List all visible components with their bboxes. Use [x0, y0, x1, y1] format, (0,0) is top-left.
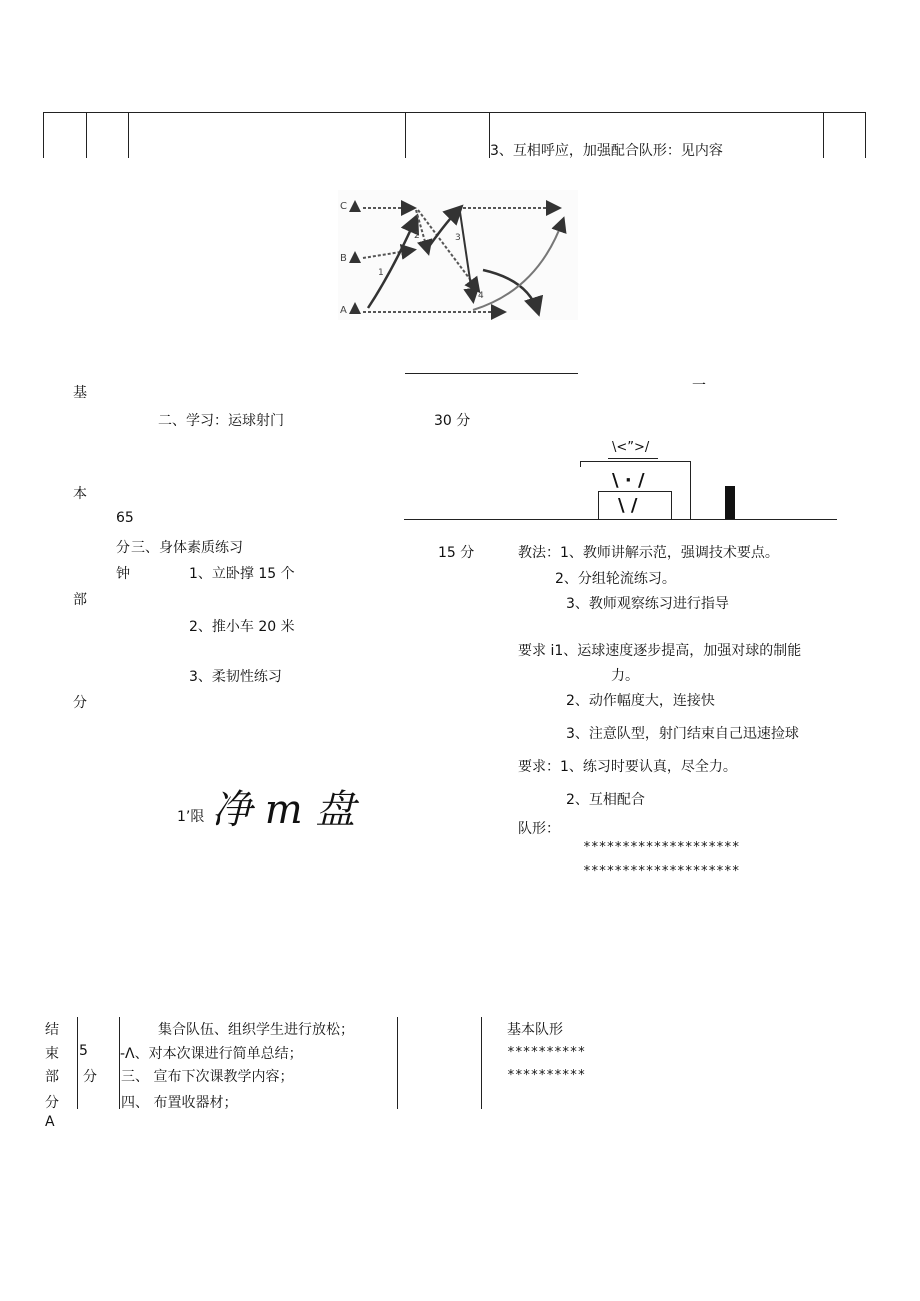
- goal-post: [690, 461, 691, 519]
- requirement-1-1: 要求 i1、运球速度逐步提高，加强对球的制能: [518, 643, 802, 659]
- formation-stars-row: ********************: [583, 840, 740, 855]
- col-divider: [405, 112, 406, 158]
- goal-line: [608, 458, 658, 459]
- goal-crossbar: [580, 461, 690, 462]
- end-formation-stars: **********: [507, 1045, 586, 1060]
- col-divider: [86, 112, 87, 158]
- duration-15: 15 分: [438, 545, 475, 561]
- method-2: 2、分组轮流练习。: [555, 571, 676, 587]
- side-char: 结: [45, 1022, 59, 1038]
- ground-line: [404, 519, 837, 520]
- side-char: 本: [73, 486, 87, 502]
- duration-30: 30 分: [434, 413, 471, 429]
- side-char: 束: [45, 1046, 59, 1062]
- time-fen: 分: [116, 540, 130, 556]
- time-zhong: 钟: [116, 566, 130, 582]
- end-item-3: 三、 宣布下次课教学内容；: [121, 1069, 294, 1085]
- end-item-4: 四、 布置收器材；: [121, 1095, 238, 1111]
- col-divider: [865, 112, 866, 158]
- pass-number-3: 3: [455, 233, 461, 243]
- side-char: 分: [45, 1095, 59, 1111]
- end-formation-stars: **********: [507, 1068, 586, 1083]
- pass-number-1: 1: [378, 268, 384, 278]
- side-char: 分: [73, 695, 87, 711]
- goal-mid-text: \ · /: [612, 470, 645, 491]
- section-divider: [405, 373, 578, 374]
- col-divider: [119, 1017, 120, 1109]
- exercise-3: 3、柔韧性练习: [189, 669, 282, 685]
- limit-big-text: 净 m 盘: [212, 787, 356, 833]
- dash-char: 一: [692, 378, 706, 394]
- goal-top-text: \<”>/: [612, 440, 650, 455]
- item-dribble-shoot: 二、学习：运球射门: [158, 413, 284, 429]
- formation-stars-row: ********************: [583, 864, 740, 879]
- side-char: 部: [73, 592, 87, 608]
- col-divider: [481, 1017, 482, 1109]
- goal-bot-text: \ /: [618, 495, 638, 516]
- method-3: 3、教师观察练习进行指导: [566, 596, 729, 612]
- requirement-1-1-cont: 力。: [611, 668, 639, 684]
- requirement-2-1: 要求：1、练习时要认真，尽全力。: [518, 759, 737, 775]
- goal-post: [580, 461, 581, 467]
- method-1: 教法：1、教师讲解示范，强调技术要点。: [518, 545, 779, 561]
- time-65: 65: [116, 510, 134, 526]
- end-item-1: 集合队伍、组织学生进行放松；: [158, 1022, 354, 1038]
- label-a: A: [340, 305, 347, 316]
- requirement-2-2: 2、互相配合: [566, 792, 645, 808]
- pass-number-4: 4: [478, 291, 484, 301]
- pole-marker: [725, 486, 735, 519]
- formation-label: 队形：: [518, 821, 560, 837]
- col-divider: [397, 1017, 398, 1109]
- col-divider: [77, 1017, 78, 1109]
- top-border: [43, 112, 866, 113]
- side-char: 基: [73, 385, 87, 401]
- limit-small-text: 1’限: [177, 809, 205, 825]
- label-c: C: [340, 201, 347, 212]
- end-item-2: -Λ、对本次课进行简单总结；: [120, 1046, 303, 1062]
- col-divider: [43, 112, 44, 158]
- exercise-1: 1、立卧撑 15 个: [189, 566, 295, 582]
- pass-number-2: 2: [414, 231, 420, 241]
- formation-note: 3、互相呼应，加强配合队形：见内容: [490, 143, 723, 159]
- requirement-1-3: 3、注意队型，射门结束自己迅速捡球: [566, 726, 799, 742]
- requirement-1-2: 2、动作幅度大，连接快: [566, 693, 715, 709]
- end-formation-label: 基本队形: [507, 1022, 563, 1038]
- col-divider: [128, 112, 129, 158]
- label-b: B: [340, 253, 347, 264]
- time-fen: 分: [83, 1069, 97, 1085]
- trailing-a: A: [45, 1114, 55, 1130]
- passing-diagram: [338, 190, 578, 320]
- time-5: 5: [79, 1043, 88, 1059]
- exercise-2: 2、推小车 20 米: [189, 619, 295, 635]
- side-char: 部: [45, 1069, 59, 1085]
- item-fitness: 三、身体素质练习: [131, 540, 243, 556]
- col-divider: [823, 112, 824, 158]
